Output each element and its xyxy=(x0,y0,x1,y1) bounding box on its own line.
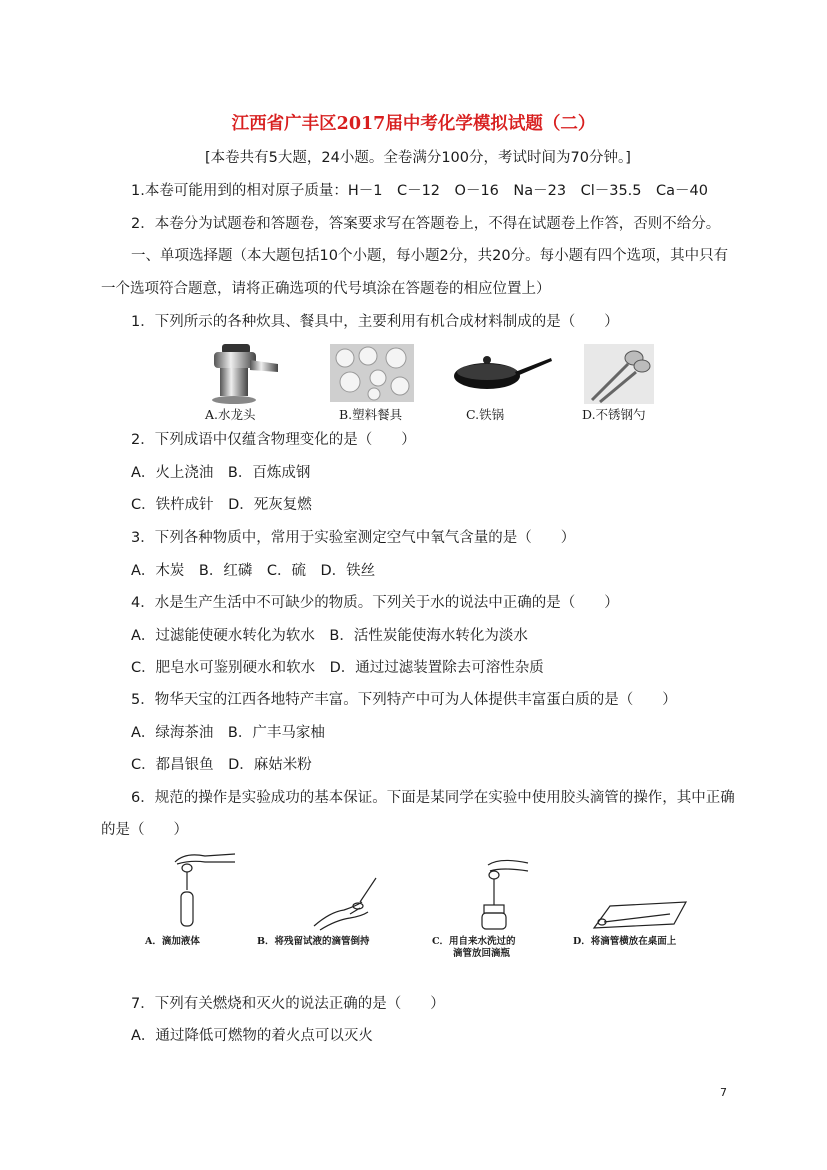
q6-caption-d: D．将滴管横放在桌面上 xyxy=(573,936,677,947)
section1-heading-cont: 一个选项符合题意，请将正确选项的代号填涂在答题卷的相应位置上） xyxy=(101,281,551,297)
q6-caption-b: B．将残留试液的滴管倒持 xyxy=(257,936,370,947)
q2-stem: 2．下列成语中仅蕴含物理变化的是（ ） xyxy=(131,432,416,448)
q1-caption-d: D.不锈钢勺 xyxy=(582,407,646,422)
q7-stem: 7．下列有关燃烧和灭火的说法正确的是（ ） xyxy=(131,996,445,1012)
iron-wok-image xyxy=(453,350,553,400)
section1-heading: 一、单项选择题（本大题包括10个小题，每小题2分，共20分。每小题有四个选项，其中只有 xyxy=(131,248,729,264)
q4-options-cd: C．肥皂水可鉴别硬水和软水 D．通过过滤装置除去可溶性杂质 xyxy=(131,660,544,676)
instruction-2: 2．本卷分为试题卷和答题卷，答案要求写在答题卷上，不得在试题卷上作答，否则不给分。 xyxy=(131,216,721,232)
q6-caption-c: C．用自来水洗过的 xyxy=(432,936,516,947)
instruction-1: 1.本卷可能用到的相对原子质量：H－1 C－12 O－16 Na－23 Cl－35.5 Ca－40 xyxy=(131,183,708,199)
stainless-spoon-image xyxy=(584,344,654,404)
faucet-image xyxy=(200,344,285,404)
exam-info: [本卷共有5大题，24小题。全卷满分100分，考试时间为70分钟。] xyxy=(205,150,631,166)
inverted-dropper-figure xyxy=(310,872,395,932)
q7-option-a: A．通过降低可燃物的着火点可以灭火 xyxy=(131,1028,373,1044)
q1-stem: 1．下列所示的各种炊具、餐具中，主要利用有机合成材料制成的是（ ） xyxy=(131,314,619,330)
q1-caption-a: A.水龙头 xyxy=(205,407,256,422)
q1-caption-c: C.铁锅 xyxy=(466,407,505,422)
q6-caption-a: A．滴加液体 xyxy=(145,936,200,947)
plastic-tableware-image xyxy=(330,344,414,402)
q5-options-cd: C．都昌银鱼 D．麻姑米粉 xyxy=(131,757,312,773)
q2-options-cd: C．铁杵成针 D．死灰复燃 xyxy=(131,497,312,513)
page-number: 7 xyxy=(720,1086,727,1099)
page-title: 江西省广丰区2017届中考化学模拟试题（二） xyxy=(231,114,596,134)
q6-stem: 6．规范的操作是实验成功的基本保证。下面是某同学在实验中使用胶头滴管的操作，其中正确 xyxy=(131,790,735,806)
q1-caption-b: B.塑料餐具 xyxy=(339,407,403,422)
q3-stem: 3．下列各种物质中，常用于实验室测定空气中氧气含量的是（ ） xyxy=(131,530,576,546)
q6-stem-cont: 的是（ ） xyxy=(101,822,188,838)
q6-caption-c-cont: 滴管放回滴瓶 xyxy=(453,948,511,959)
dropper-returned-bottle-figure xyxy=(470,855,530,930)
dropper-adding-liquid-figure xyxy=(165,850,240,930)
q3-options: A．木炭 B．红磷 C．硫 D．铁丝 xyxy=(131,563,376,579)
q4-options-ab: A．过滤能使硬水转化为软水 B．活性炭能使海水转化为淡水 xyxy=(131,628,528,644)
dropper-on-table-figure xyxy=(590,900,690,930)
q5-options-ab: A．绿海茶油 B．广丰马家柚 xyxy=(131,725,325,741)
q4-stem: 4．水是生产生活中不可缺少的物质。下列关于水的说法中正确的是（ ） xyxy=(131,595,619,611)
q2-options-ab: A．火上浇油 B．百炼成钢 xyxy=(131,465,311,481)
q5-stem: 5．物华天宝的江西各地特产丰富。下列特产中可为人体提供丰富蛋白质的是（ ） xyxy=(131,692,677,708)
